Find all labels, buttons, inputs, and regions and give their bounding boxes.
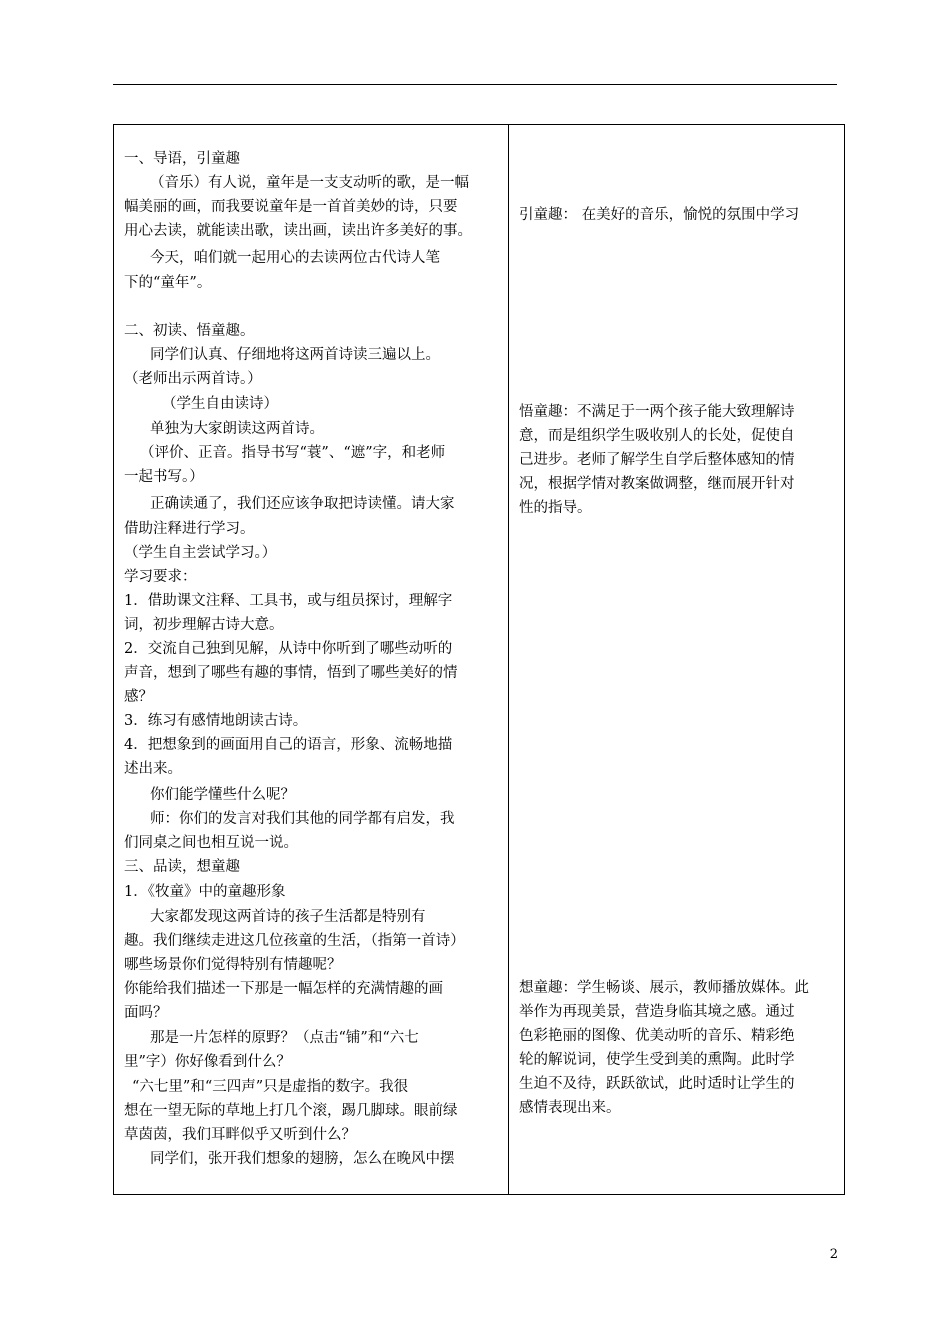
left-line: 你们能学懂些什么呢？: [150, 787, 295, 803]
left-line: （老师出示两首诗。）: [124, 371, 262, 387]
left-line: 一、导语，引童趣: [124, 151, 240, 167]
left-line: 大家都发现这两首诗的孩子生活都是特别有: [150, 909, 426, 925]
right-line: 生迫不及待，跃跃欲试，此时适时让学生的: [519, 1076, 795, 1092]
left-line: 三、品读，想童趣: [124, 859, 240, 875]
right-line: 况，根据学情对教案做调整，继而展开针对: [519, 476, 795, 492]
left-line: 2．交流自己独到见解，从诗中你听到了哪些动听的: [124, 641, 453, 657]
left-line: 正确读通了，我们还应该争取把诗读懂。请大家: [150, 496, 455, 512]
left-line: 趣。我们继续走进这几位孩童的生活，（指第一首诗）: [124, 933, 465, 949]
left-line: 同学们，张开我们想象的翅膀，怎么在晚风中摆: [150, 1151, 455, 1167]
left-line: （音乐）有人说，童年是一支支动听的歌，是一幅: [150, 175, 469, 191]
left-line: （评价、正音。指导书写“蓑”、“遮”字，和老师: [140, 445, 446, 461]
left-line: 那是一片怎样的原野？（点击“铺”和“六七: [150, 1030, 419, 1046]
left-line: 借助注释进行学习。: [124, 521, 255, 537]
page-number: 2: [829, 1247, 838, 1262]
design-intent-column: [509, 125, 846, 1194]
right-line: 意，而是组织学生吸收别人的长处，促使自: [519, 428, 795, 444]
left-line: 们同桌之间也相互说一说。: [124, 835, 298, 851]
left-line: （学生自主尝试学习。）: [124, 545, 277, 561]
left-line: 学习要求：: [124, 569, 197, 585]
left-line: 二、初读、悟童趣。: [124, 323, 255, 339]
lesson-plan-table: [113, 124, 845, 1195]
left-line: 4．把想象到的画面用自己的语言，形象、流畅地描: [124, 737, 453, 753]
left-line: （学生自由读诗）: [162, 396, 278, 412]
left-line: 幅美丽的画，而我要说童年是一首首美妙的诗，只要: [124, 199, 458, 215]
right-line: 性的指导。: [519, 500, 592, 516]
header-rule: [113, 84, 837, 85]
right-line: 轮的解说词，使学生受到美的熏陶。此时学: [519, 1052, 795, 1068]
left-line: 你能给我们描述一下那是一幅怎样的充满情趣的画: [124, 981, 443, 997]
right-line: 引童趣： 在美好的音乐，愉悦的氛围中学习: [519, 207, 800, 223]
left-line: 用心去读，就能读出歌，读出画，读出许多美好的事。: [124, 223, 472, 239]
left-line: 哪些场景你们觉得特别有情趣呢？: [124, 957, 342, 973]
right-line: 感情表现出来。: [519, 1100, 621, 1116]
left-line: 想在一望无际的草地上打几个滚，踢几脚球。眼前绿: [124, 1103, 458, 1119]
left-line: 里”字）你好像看到什么？: [124, 1054, 291, 1070]
left-line: 感？: [124, 689, 153, 705]
left-line: “六七里”和“三四声”只是虚指的数字。我很: [132, 1079, 409, 1095]
left-line: 面吗？: [124, 1005, 168, 1021]
left-line: 述出来。: [124, 761, 182, 777]
left-line: 下的“童年”。: [124, 275, 212, 291]
right-line: 举作为再现美景，营造身临其境之感。通过: [519, 1004, 795, 1020]
left-line: 今天，咱们就一起用心的去读两位古代诗人笔: [150, 250, 440, 266]
right-line: 悟童趣：不满足于一两个孩子能大致理解诗: [519, 404, 795, 420]
left-line: 师：你们的发言对我们其他的同学都有启发，我: [150, 811, 455, 827]
right-line: 己进步。老师了解学生自学后整体感知的情: [519, 452, 795, 468]
left-line: 1．《牧童》中的童趣形象: [124, 884, 286, 900]
left-line: 一起书写。）: [124, 469, 204, 485]
left-line: 单独为大家朗读这两首诗。: [150, 421, 324, 437]
left-line: 同学们认真、仔细地将这两首诗读三遍以上。: [150, 347, 440, 363]
left-line: 3．练习有感情地朗读古诗。: [124, 713, 308, 729]
right-line: 想童趣：学生畅谈、展示，教师播放媒体。此: [519, 980, 809, 996]
right-line: 色彩艳丽的图像、优美动听的音乐、精彩绝: [519, 1028, 795, 1044]
left-line: 草茵茵，我们耳畔似乎又听到什么？: [124, 1127, 356, 1143]
left-line: 1．借助课文注释、工具书，或与组员探讨，理解字: [124, 593, 453, 609]
left-line: 声音，想到了哪些有趣的事情，悟到了哪些美好的情: [124, 665, 458, 681]
left-line: 词，初步理解古诗大意。: [124, 617, 284, 633]
